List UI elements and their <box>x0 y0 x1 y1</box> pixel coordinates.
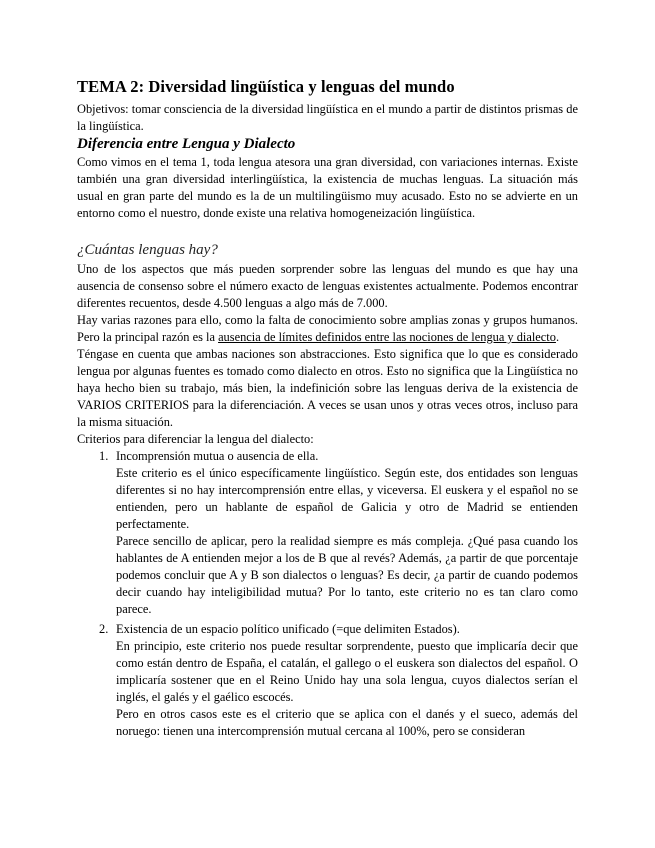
paragraph-text: Hay varias razones para ello, como la falta de conocimiento sobre amplias zonas y grupos humanos. Pero la principal razón es la <box>77 313 578 344</box>
list-item-paragraph: Este criterio es el único específicamente lingüístico. Según este, dos entidades son lenguas diferentes si no hay intercomprensión entre ellas, y viceversa. El euskera y el español no se entienden, pero un hablante de español de Galicia y otro de Madrid se entienden perfectamente. <box>116 466 578 531</box>
list-item-title: Existencia de un espacio político unificado (=que delimiten Estados). <box>116 622 460 636</box>
list-item-paragraph: En principio, este criterio nos puede resultar sorprendente, puesto que implicaría decir que como están dentro de España, el catalán, el gallego o el euskera son dialectos del español. O implicaría sostener que en el Reino Unido hay una sola lengua, cuyos dialectos serían el inglés, el galés y el gaélico escocés. <box>116 639 578 704</box>
section1-paragraph: Como vimos en el tema 1, toda lengua atesora una gran diversidad, con variaciones internas. Existe también una gran diversidad interlingüística, la existencia de muchas lenguas. La situación más usual en gran parte del mundo es la de un multilingüismo muy acusado. Esto no se advierte en un entorno como el nuestro, donde existe una relativa homogeneización lingüística. <box>77 155 578 220</box>
list-item-number: 2. <box>99 622 109 636</box>
list-item-number: 1. <box>99 449 109 463</box>
criteria-list <box>77 448 578 740</box>
list-item <box>77 448 578 618</box>
list-item <box>77 621 578 740</box>
list-item-title: Incomprensión mutua o ausencia de ella. <box>116 449 319 463</box>
page-title: TEMA 2: Diversidad lingüística y lenguas del mundo <box>77 77 455 96</box>
list-item-paragraph: Pero en otros casos este es el criterio que se aplica con el danés y el sueco, además del noruego: tienen una intercomprensión mutual cercana al 100%, pero se consideran <box>116 707 578 738</box>
section-heading-cuantas-lenguas: ¿Cuántas lenguas hay? <box>77 242 218 258</box>
section2-paragraph-1: Uno de los aspectos que más pueden sorprender sobre las lenguas del mundo es que hay una ausencia de consenso sobre el número exacto de lenguas existentes actualmente. Podemos encontrar diferentes recuentos, desde 4.500 lenguas a algo más de 7.000. <box>77 262 578 310</box>
underlined-phrase: ausencia de límites definidos entre las nociones de lengua y dialecto <box>218 330 556 344</box>
section-heading-lengua-dialecto: Diferencia entre Lengua y Dialecto <box>77 136 296 152</box>
list-item-paragraph: Parece sencillo de aplicar, pero la realidad siempre es más compleja. ¿Qué pasa cuando los hablantes de A entienden mejor a los de B que al revés? Además, ¿a partir de que porcentaje podemos concluir que A y B son dialectos o lenguas? Es decir, ¿a partir de cuando podemos decir cuando hay inteligibilidad mutua? Por lo tanto, este criterio no es tan claro como parece. <box>116 534 578 616</box>
section2-paragraph-3: Téngase en cuenta que ambas naciones son abstracciones. Esto significa que lo que es considerado lengua por algunas fuentes es tomado como dialecto en otros. Esto no significa que la Lingüística no haya hecho bien su trabajo, más bien, la indefinición sobre las lenguas deriva de la existencia de VARIOS CRITERIOS para la diferenciación. A veces se usan unos y otras veces otros, incluso para la misma situación. <box>77 347 578 429</box>
document-page <box>77 76 578 740</box>
objectives-paragraph: Objetivos: tomar consciencia de la diversidad lingüística en el mundo a partir de distintos prismas de la lingüística. <box>77 102 578 133</box>
criteria-intro: Criterios para diferenciar la lengua del dialecto: <box>77 432 314 446</box>
paragraph-text-end: . <box>555 330 560 344</box>
section2-paragraph-2 <box>77 312 578 346</box>
